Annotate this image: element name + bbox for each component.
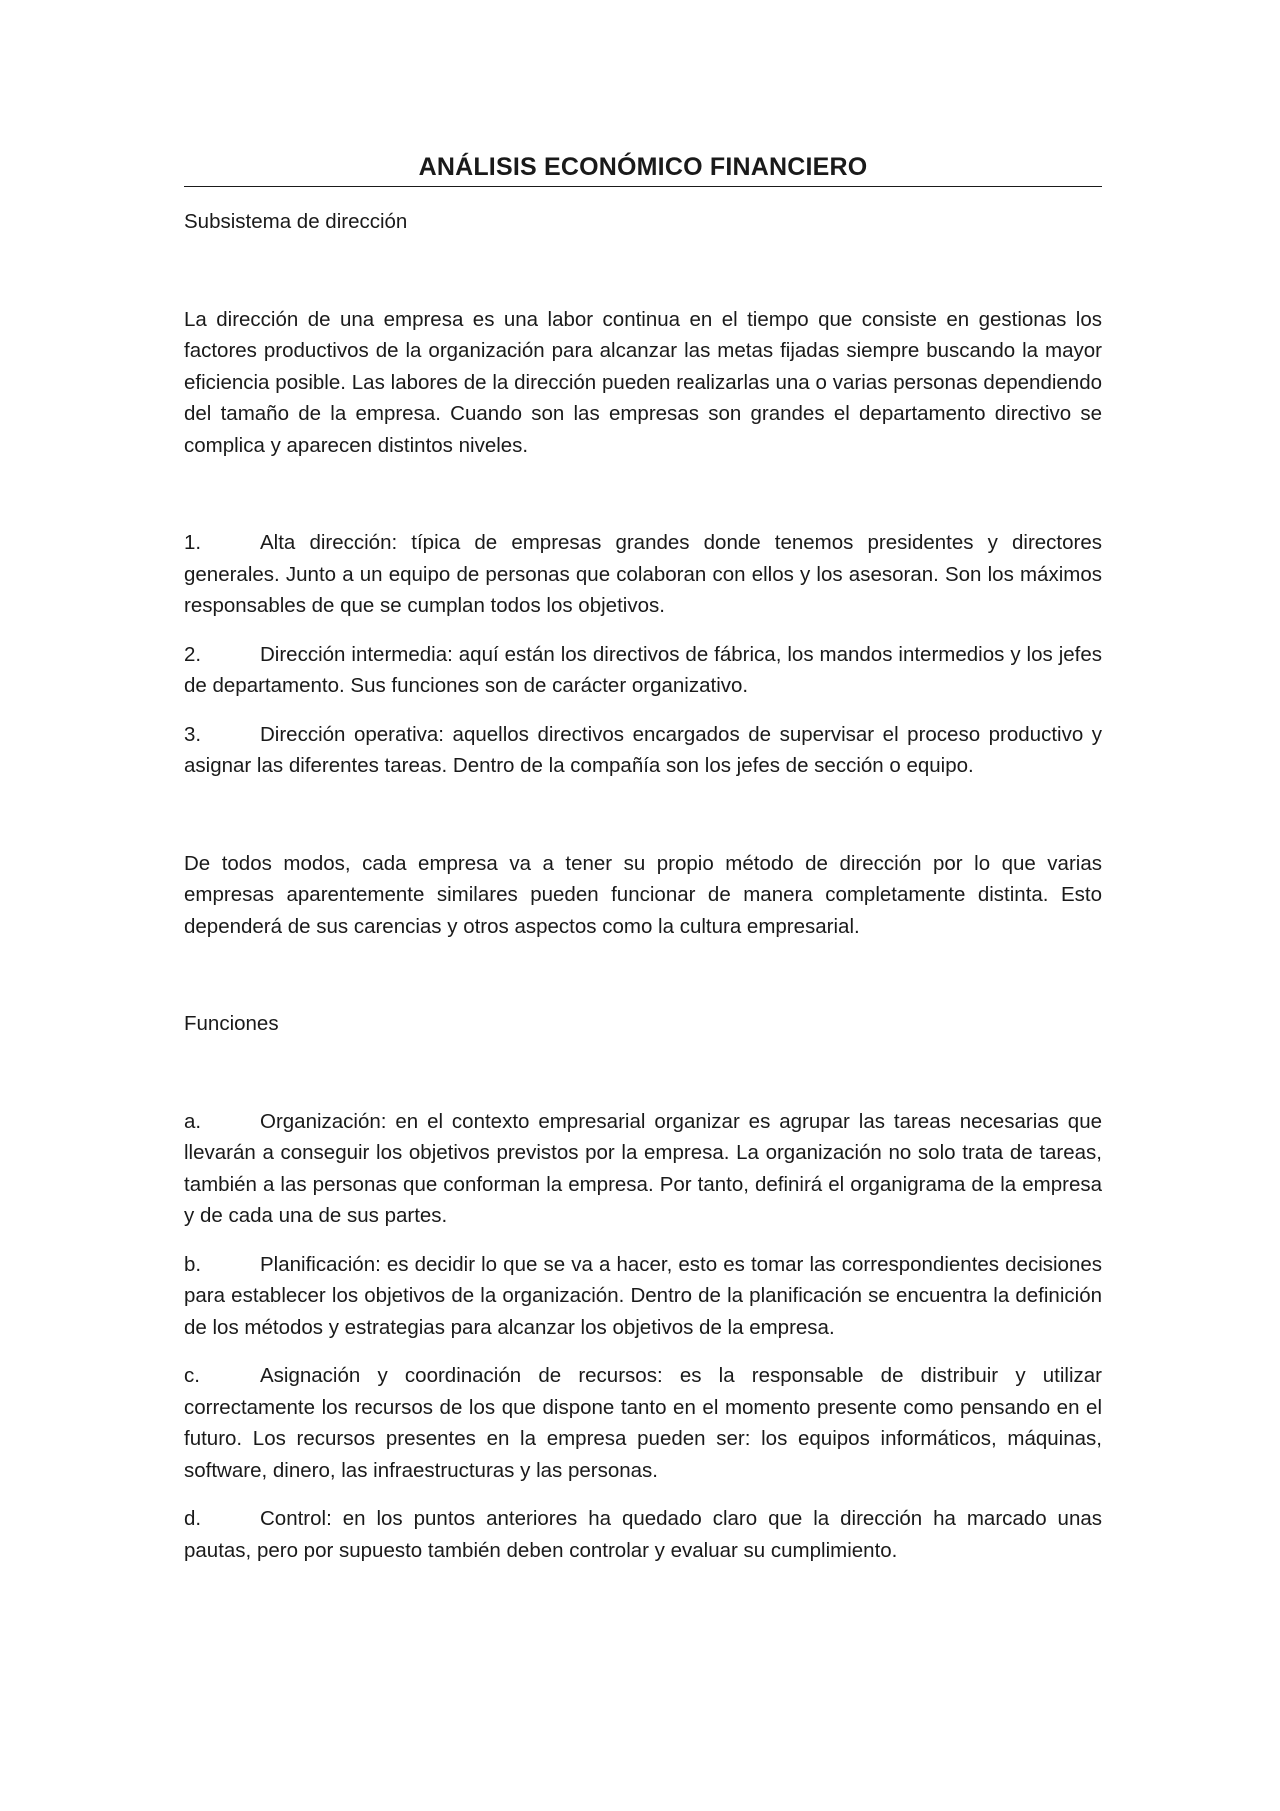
section-heading-subsistema: Subsistema de dirección bbox=[184, 210, 408, 233]
document-title: ANÁLISIS ECONÓMICO FINANCIERO bbox=[184, 150, 1102, 187]
list-item bbox=[184, 1106, 1102, 1232]
list-item bbox=[184, 1503, 1102, 1566]
list-item-text: Planificación: es decidir lo que se va a hacer, esto es tomar las correspondientes decisiones para establecer los objetivos de la organización. Dentro de la planificación se encuentra la definición de los métodos y estrategias para alcanzar los objetivos de la empresa. bbox=[184, 1252, 1102, 1339]
list-item bbox=[184, 1249, 1102, 1344]
list-item-text: Alta dirección: típica de empresas grandes donde tenemos presidentes y directores generales. Junto a un equipo de personas que colaboran con ellos y los asesoran. Son los máximos responsables de que se cumplan todos los objetivos. bbox=[184, 531, 1102, 617]
functions-list bbox=[184, 1106, 1102, 1567]
document-page bbox=[184, 150, 1102, 1566]
list-item bbox=[184, 1360, 1102, 1486]
list-item-number: 3. bbox=[184, 722, 202, 746]
list-item-number: 2. bbox=[184, 642, 202, 666]
list-item-letter: c. bbox=[184, 1364, 200, 1387]
list-item bbox=[184, 527, 1102, 622]
list-item-letter: a. bbox=[184, 1109, 202, 1133]
levels-list bbox=[184, 527, 1102, 782]
list-item-number: 1. bbox=[184, 531, 202, 554]
closing-paragraph: De todos modos, cada empresa va a tener su propio método de dirección por lo que varias empresas aparentemente similares pueden funcionar de manera completamente distinta. Esto dependerá de sus carencias y otros aspectos como la cultura empresarial. bbox=[184, 851, 1102, 938]
section-heading-funciones: Funciones bbox=[184, 1012, 279, 1035]
list-item bbox=[184, 639, 1102, 702]
list-item-letter: d. bbox=[184, 1507, 202, 1530]
list-item bbox=[184, 719, 1102, 782]
list-item-letter: b. bbox=[184, 1252, 202, 1276]
list-item-text: Dirección intermedia: aquí están los directivos de fábrica, los mandos intermedios y los jefes de departamento. Sus funciones son de carácter organizativo. bbox=[184, 642, 1102, 697]
list-item-text: Organización: en el contexto empresarial organizar es agrupar las tareas necesarias que llevarán a conseguir los objetivos previstos por la empresa. La organización no solo trata de tareas, también a las personas que conforman la empresa. Por tanto, definirá el organigrama de la empresa y de cada una de sus partes. bbox=[184, 1109, 1102, 1227]
intro-paragraph: La dirección de una empresa es una labor continua en el tiempo que consiste en gestionas los factores productivos de la organización para alcanzar las metas fijadas siempre buscando la mayor eficiencia posible. Las labores de la dirección pueden realizarlas una o varias personas dependiendo del tamaño de la empresa. Cuando son las empresas son grandes el departamento directivo se complica y aparecen distintos niveles. bbox=[184, 307, 1102, 457]
list-item-text: Asignación y coordinación de recursos: es la responsable de distribuir y utilizar correctamente los recursos de los que dispone tanto en el momento presente como pensando en el futuro. Los recursos presentes en la empresa pueden ser: los equipos informáticos, máquinas, software, dinero, las infraestructuras y las personas. bbox=[184, 1364, 1102, 1482]
list-item-text: Control: en los puntos anteriores ha quedado claro que la dirección ha marcado unas pautas, pero por supuesto también deben controlar y evaluar su cumplimiento. bbox=[184, 1507, 1102, 1562]
list-item-text: Dirección operativa: aquellos directivos encargados de supervisar el proceso productivo y asignar las diferentes tareas. Dentro de la compañía son los jefes de sección o equipo. bbox=[184, 722, 1102, 777]
